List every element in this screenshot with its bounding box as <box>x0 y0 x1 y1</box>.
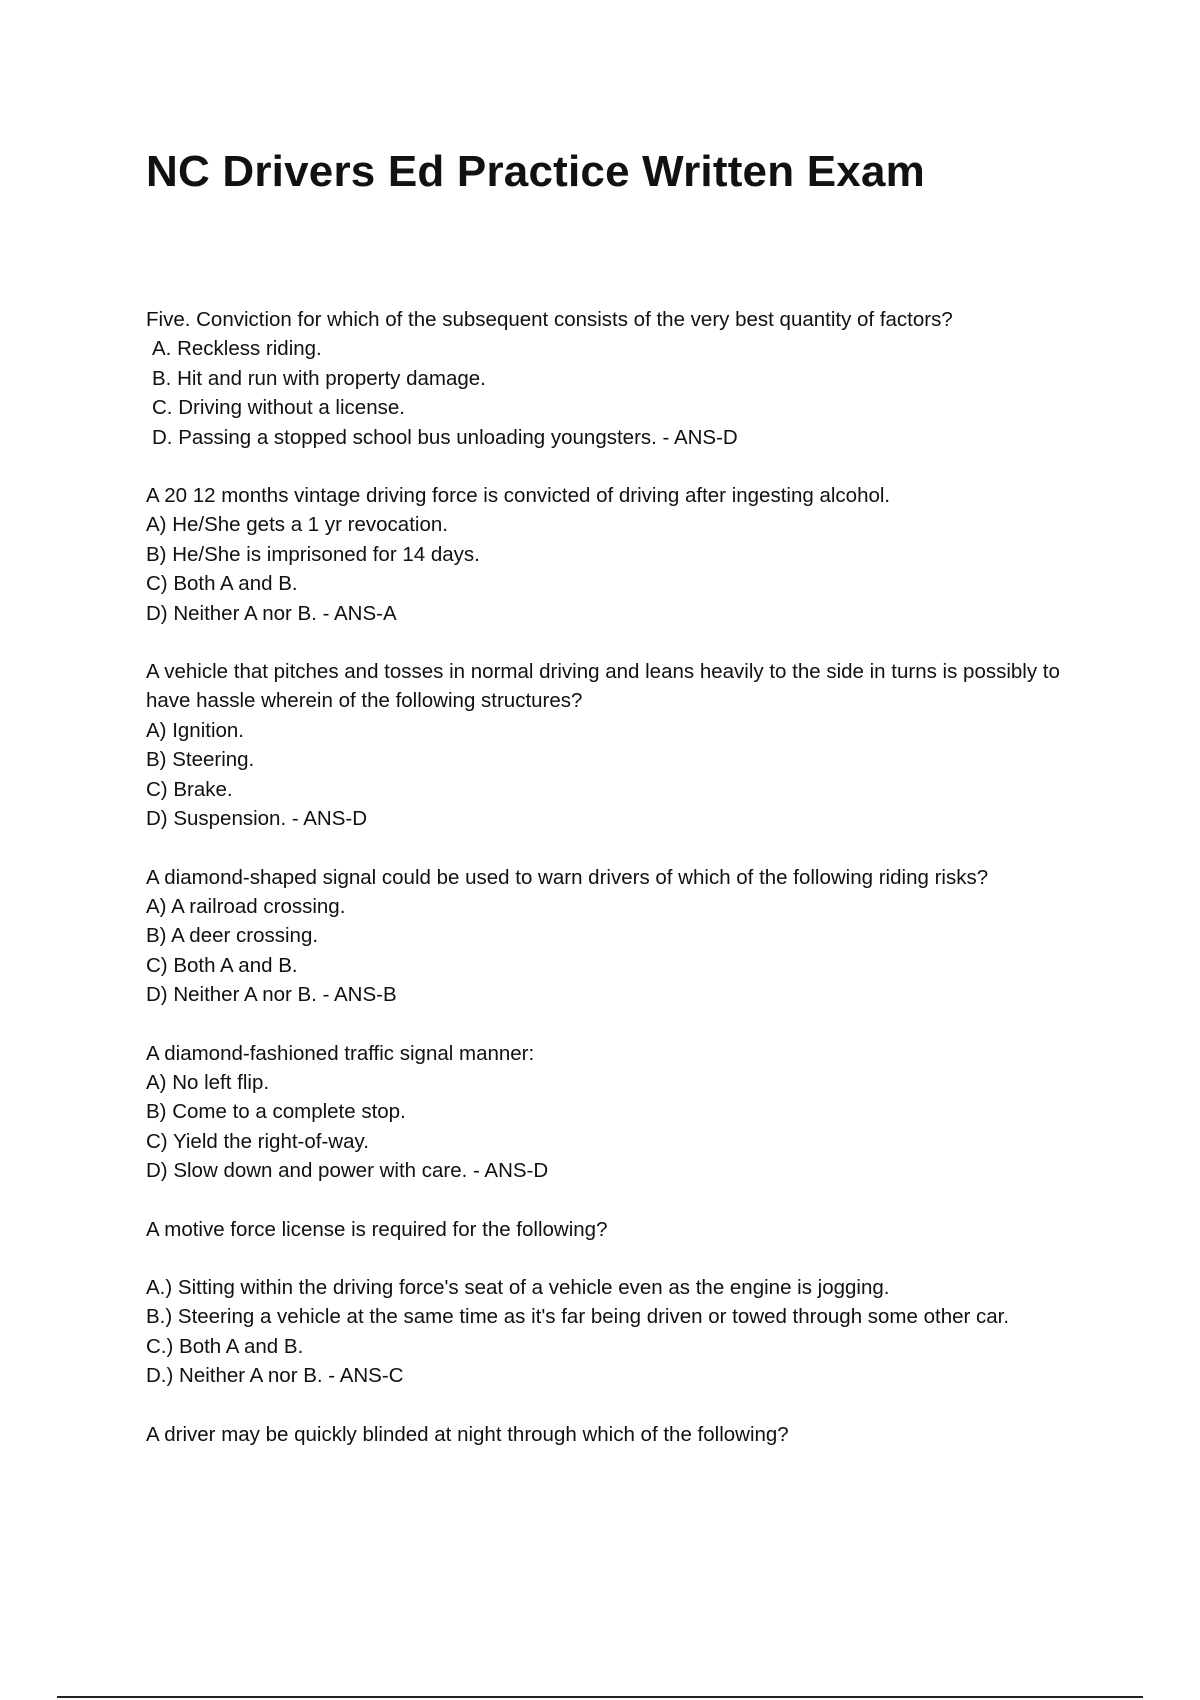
question-text: A driver may be quickly blinded at night through which of the following? <box>146 1422 789 1446</box>
answer-option: C.) Both A and B. <box>146 1334 304 1358</box>
answer-option: A) A railroad crossing. <box>146 894 346 918</box>
question-text: A motive force license is required for the following? <box>146 1217 608 1241</box>
footer-divider <box>57 1696 1143 1698</box>
question-block <box>146 1420 1106 1449</box>
answer-option: A. Reckless riding. <box>152 337 322 361</box>
question-block <box>146 1039 1106 1186</box>
answer-option: D) Neither A nor B. - ANS-A <box>146 601 397 625</box>
answer-option: D) Suspension. - ANS-D <box>146 807 368 831</box>
answer-option: B) A deer crossing. <box>146 924 319 948</box>
question-list <box>146 305 1106 1478</box>
answer-option: D) Neither A nor B. - ANS-B <box>146 983 397 1007</box>
answer-option: A) Ignition. <box>146 718 244 742</box>
question-text: A 20 12 months vintage driving force is convicted of driving after ingesting alcohol. <box>146 484 891 508</box>
answer-option: B) Come to a complete stop. <box>146 1100 406 1124</box>
answer-option: A.) Sitting within the driving force's seat of a vehicle even as the engine is jogging. <box>146 1275 890 1299</box>
answer-option: D. Passing a stopped school bus unloading youngsters. - ANS-D <box>152 425 738 449</box>
answer-option: C. Driving without a license. <box>152 396 405 420</box>
answer-option: B) He/She is imprisoned for 14 days. <box>146 542 480 566</box>
answer-option: D.) Neither A nor B. - ANS-C <box>146 1364 404 1388</box>
page-title: NC Drivers Ed Practice Written Exam <box>146 147 925 196</box>
answer-option: B.) Steering a vehicle at the same time as it's far being driven or towed through some other car. <box>146 1305 1010 1329</box>
question-text: A diamond-fashioned traffic signal manner: <box>146 1041 535 1065</box>
question-block <box>146 481 1106 628</box>
answer-option: A) No left flip. <box>146 1070 270 1094</box>
answer-option: C) Both A and B. <box>146 572 298 596</box>
spacer <box>146 1244 1106 1273</box>
question-block <box>146 305 1106 452</box>
answer-option: D) Slow down and power with care. - ANS-D <box>146 1159 549 1183</box>
answer-option: A) He/She gets a 1 yr revocation. <box>146 513 448 537</box>
question-block <box>146 1215 1106 1391</box>
answer-option: C) Yield the right-of-way. <box>146 1129 369 1153</box>
question-text: A vehicle that pitches and tosses in normal driving and leans heavily to the side in turns is possibly to have hassle wherein of the following structures? <box>146 660 1066 713</box>
answer-option: B. Hit and run with property damage. <box>152 366 486 390</box>
question-text: A diamond-shaped signal could be used to warn drivers of which of the following riding risks? <box>146 865 989 889</box>
question-text: Five. Conviction for which of the subsequent consists of the very best quantity of factors? <box>146 308 953 331</box>
answer-option: C) Brake. <box>146 777 233 801</box>
question-block <box>146 863 1106 1010</box>
answer-option: B) Steering. <box>146 748 255 772</box>
answer-option: C) Both A and B. <box>146 953 298 977</box>
question-block <box>146 657 1106 833</box>
